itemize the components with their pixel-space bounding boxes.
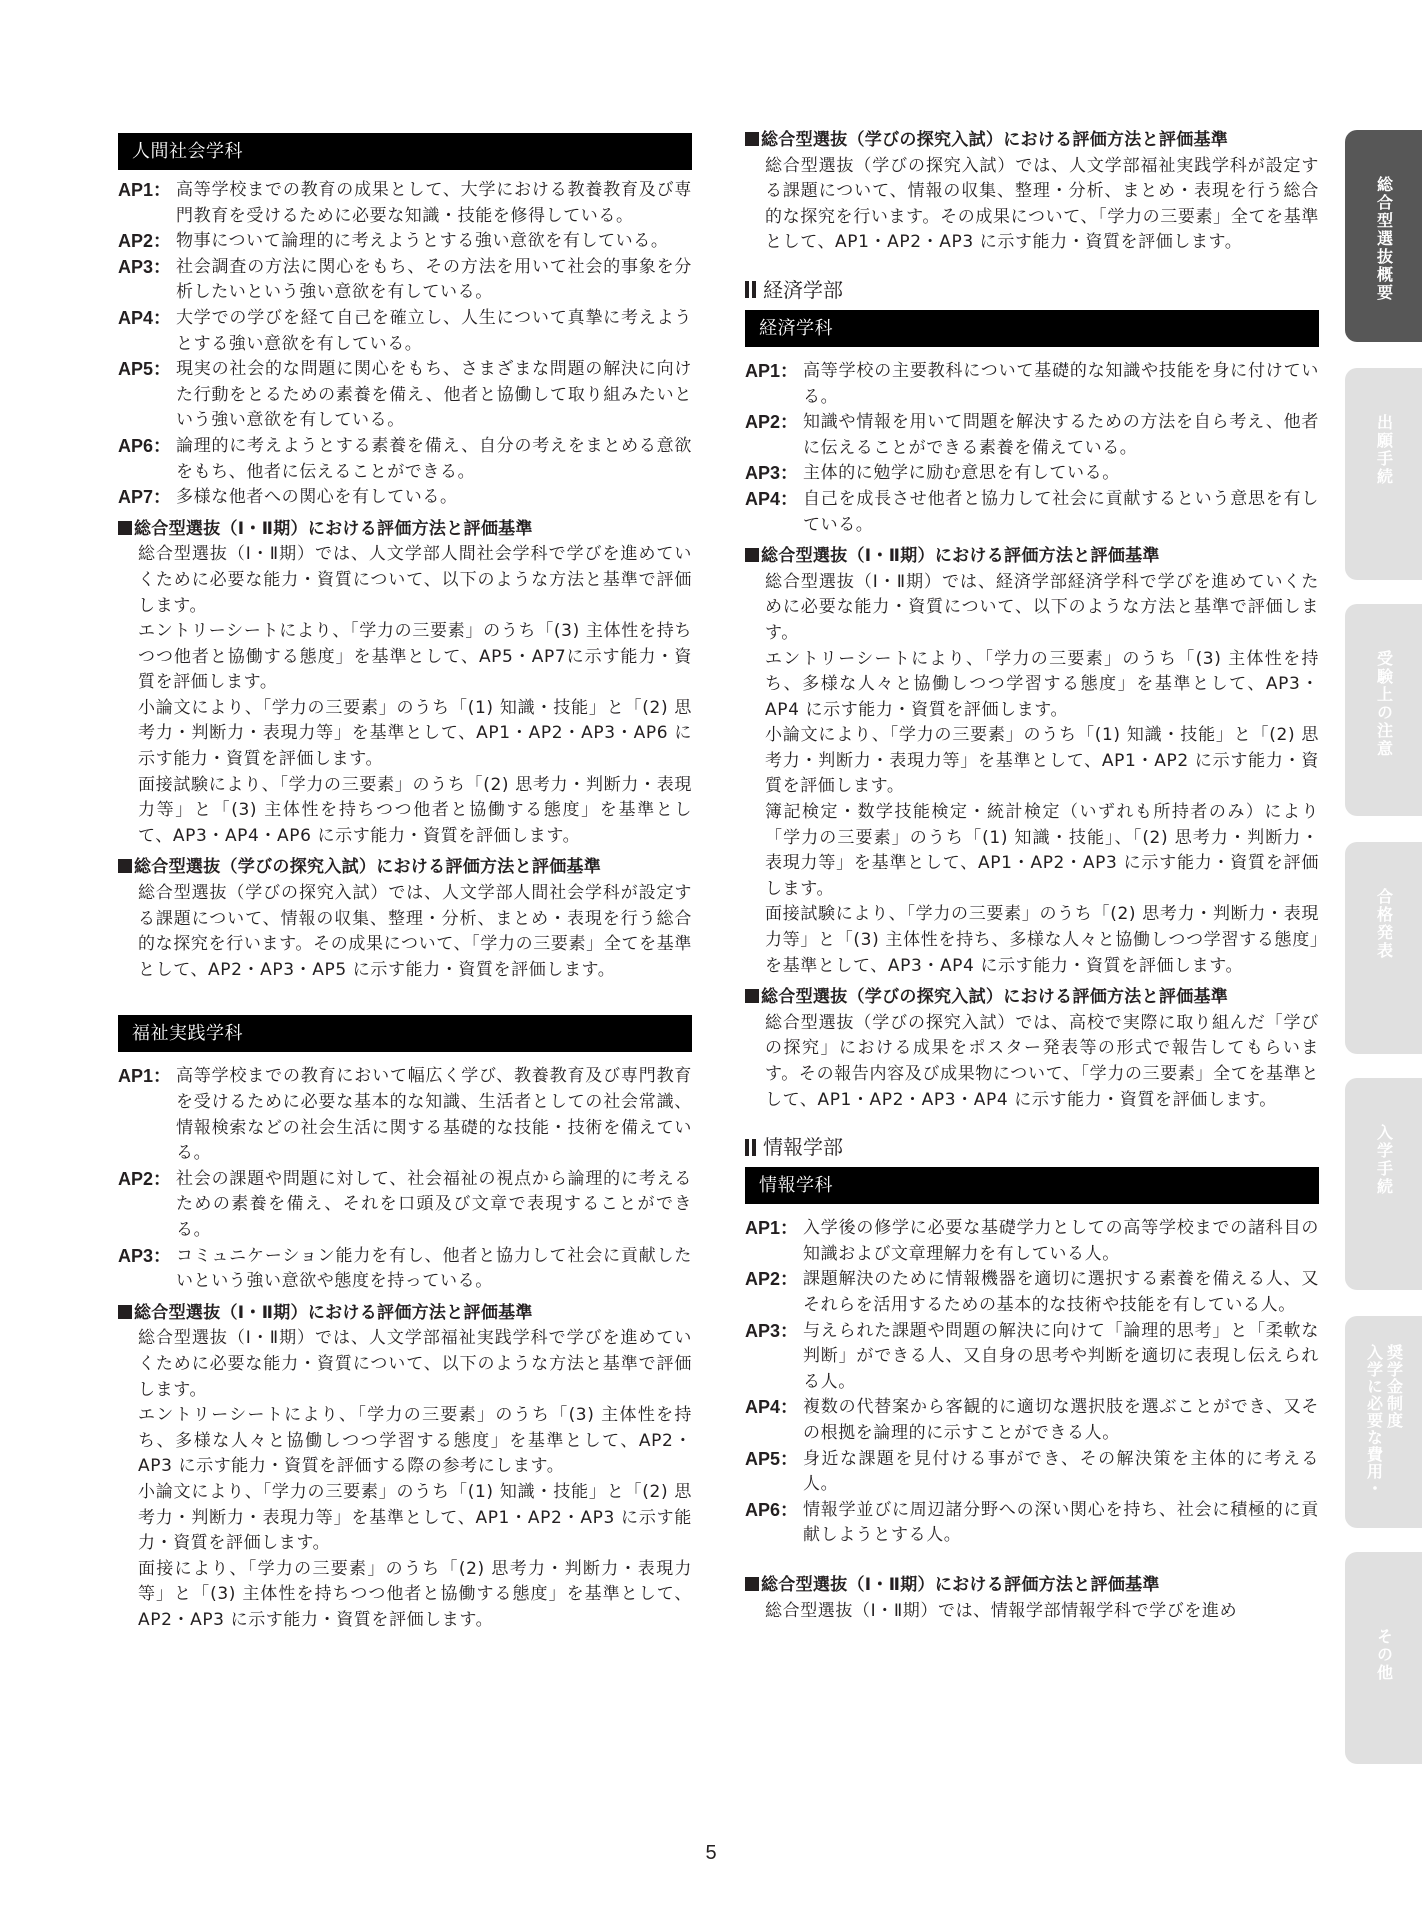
ap-text: 高等学校までの教育の成果として、大学における教養教育及び専門教育を受けるために必要な知識・技能を修得している。 — [176, 180, 692, 226]
side-tab-results[interactable] — [1345, 842, 1422, 1054]
square-bullet-icon — [745, 1577, 759, 1591]
paragraph: エントリーシートにより、「学力の三要素」のうち「(3) 主体性を持ち、多様な人々と協働しつつ学習する態度」を基準として、AP3・AP4 に示す能力・資質を評価します。 — [765, 648, 1319, 720]
ap-key: AP3： — [118, 256, 172, 277]
section-title — [745, 1573, 1319, 1599]
paragraph: エントリーシートにより、「学力の三要素」のうち「(3) 主体性を持ちつつ他者と協働する態度」を基準として、AP5・AP7に示す能力・資質を評価します。 — [138, 621, 692, 693]
section-title — [118, 517, 692, 543]
ap-text: 主体的に勉学に励む意思を有している。 — [803, 463, 1120, 484]
dept-header-ningen-shakai: 人間社会学科 — [118, 133, 692, 170]
ap-text: 複数の代替案から客観的に適切な選択肢を選ぶことができ、又その根拠を論理的に示すことができる人。 — [803, 1397, 1319, 1443]
ap-text: 情報学並びに周辺諸分野への深い関心を持ち、社会に積極的に貢献しようとする人。 — [803, 1499, 1319, 1546]
ap-key: AP2： — [118, 1168, 172, 1189]
double-bar-icon — [745, 1139, 749, 1156]
square-bullet-icon — [745, 989, 759, 1003]
ap-list-keizai — [745, 359, 1319, 538]
ap-key: AP3： — [745, 1320, 799, 1341]
ap-key: AP2： — [745, 1269, 799, 1290]
ap-text: 与えられた課題や問題の解決に向けて「論理的思考」と「柔軟な判断」ができる人、又自身の思考や判断を適切に表現し伝えられる人。 — [803, 1320, 1319, 1392]
section-title-text: 総合型選抜（学びの探究入試）における評価方法と評価基準 — [134, 857, 602, 878]
ap-item — [118, 178, 692, 229]
ap-key: AP3： — [118, 1245, 172, 1266]
ap-item — [745, 461, 1319, 487]
paragraph: エントリーシートにより、「学力の三要素」のうち「(3) 主体性を持ち、多様な人々と協働しつつ学習する態度」を基準として、AP2・AP3 に示す能力・資質を評価する際の参考にします。 — [138, 1405, 692, 1477]
side-tab-label: 総合型選抜概要 — [1374, 176, 1394, 302]
ap-key: AP6： — [745, 1499, 799, 1520]
ap-item — [745, 1498, 1319, 1549]
ap-key: AP5： — [745, 1448, 799, 1469]
side-tab-fees-scholarship[interactable] — [1345, 1316, 1422, 1528]
section-title-text: 総合型選抜（学びの探究入試）における評価方法と評価基準 — [761, 130, 1229, 150]
paragraph: 総合型選抜（学びの探究入試）では、高校で実際に取り組んだ「学びの探究」における成果をポスター発表等の形式で報告してもらいます。その報告内容及び成果物について、「学力の三要素」全てを基準として、AP1・AP2・AP3・AP4 に示す能力・資質を評価します。 — [765, 1012, 1319, 1110]
paragraph: 簿記検定・数学技能検定・統計検定（いずれも所持者のみ）により「学力の三要素」のうち「(1) 知識・技能」、「(2) 思考力・判断力・表現力等」を基準として、AP1・AP2・AP3 に示す能力・資質を評価します。 — [765, 802, 1319, 899]
section-title-text: 総合型選抜（Ⅰ・Ⅱ期）における評価方法と評価基準 — [134, 518, 533, 539]
side-index-tabs — [1345, 0, 1422, 1920]
ap-key: AP2： — [118, 231, 172, 252]
dept-header-joho: 情報学科 — [745, 1167, 1319, 1204]
ap-key: AP4： — [745, 488, 799, 509]
faculty-title: 経済学部 — [763, 277, 843, 302]
paragraph: 総合型選抜（Ⅰ・Ⅱ期）では、経済学部経済学科で学びを進めていくために必要な能力・資質について、以下のような方法と基準で評価します。 — [765, 571, 1319, 643]
side-tab-application[interactable] — [1345, 368, 1422, 580]
ap-key: AP1： — [118, 1066, 172, 1087]
ap-item — [118, 1167, 692, 1244]
paragraph: 小論文により、「学力の三要素」のうち「(1) 知識・技能」と「(2) 思考力・判断力・表現力等」を基準として、AP1・AP2・AP3・AP6 に示す能力・資質を評価します。 — [138, 697, 692, 770]
faculty-heading-economics — [745, 276, 1319, 304]
ap-item — [118, 485, 692, 511]
paragraph: 面接試験により、「学力の三要素」のうち「(2) 思考力・判断力・表現力等」と「(3) 主体性を持ちつつ他者と協働する態度」を基準として、AP3・AP4・AP6 に示す能力・資質を評価します。 — [138, 774, 692, 846]
ap-list-ningen-shakai — [118, 178, 692, 511]
ap-key: AP1： — [745, 360, 799, 381]
double-bar-icon — [745, 281, 749, 298]
side-tab-label: その他 — [1374, 1628, 1394, 1682]
ap-key: AP7： — [118, 487, 172, 508]
ap-text: 高等学校の主要教科について基礎的な知識や技能を身に付けている。 — [803, 360, 1319, 407]
ap-text: 自己を成長させ他者と協力して社会に貢献するという意思を有している。 — [803, 488, 1319, 535]
ap-text: 現実の社会的な問題に関心をもち、さまざまな問題の解決に向けた行動をとるための素養を備え、他者と協働して取り組みたいという強い意欲を有している。 — [176, 359, 692, 431]
ap-item — [745, 1267, 1319, 1318]
ap-item — [745, 1447, 1319, 1498]
section-title — [118, 1301, 692, 1327]
ap-text: 入学後の修学に必要な基礎学力としての高等学校までの諸科目の知識および文章理解力を有している人。 — [803, 1218, 1319, 1264]
ap-key: AP5： — [118, 359, 172, 380]
ap-item — [118, 1244, 692, 1295]
side-tab-overview[interactable] — [1345, 130, 1422, 342]
side-tab-label: 入学手続 — [1374, 1124, 1394, 1196]
dept-header-keizai: 経済学科 — [745, 310, 1319, 347]
ap-item — [118, 306, 692, 357]
ap-key: AP4： — [118, 307, 172, 328]
ap-item — [745, 410, 1319, 461]
ap-item — [118, 255, 692, 306]
ap-text: 大学での学びを経て自己を確立し、人生について真摯に考えようとする強い意欲を有している。 — [176, 307, 692, 354]
section-title — [118, 855, 692, 881]
ap-text: 多様な他者への関心を有している。 — [176, 487, 458, 508]
ap-text: 高等学校までの教育において幅広く学び、教養教育及び専門教育を受けるために必要な基本的な知識、生活者としての社会常識、情報検索などの社会生活に関する基礎的な技能・技術を備えている。 — [176, 1066, 692, 1164]
dept-header-fukushi-jissen: 福祉実践学科 — [118, 1015, 692, 1052]
section-title-text: 総合型選抜（Ⅰ・Ⅱ期）における評価方法と評価基準 — [761, 546, 1160, 567]
ap-key: AP1： — [118, 180, 172, 200]
ap-key: AP6： — [118, 435, 172, 456]
paragraph: 面接試験により、「学力の三要素」のうち「(2) 思考力・判断力・表現力等」と「(3) 主体性を持ち、多様な人々と協働しつつ学習する態度」を基準として、AP3・AP4 に示す能力・資質を評価します。 — [765, 904, 1319, 976]
ap-key: AP2： — [745, 412, 799, 433]
side-tab-label: 奨学金制度 — [1384, 1344, 1404, 1429]
ap-text: 身近な課題を見付ける事ができ、その解決策を主体的に考える人。 — [803, 1448, 1319, 1495]
ap-text: 論理的に考えようとする素養を備え、自分の考えをまとめる意欲をもち、他者に伝えることができる。 — [176, 435, 692, 482]
right-column — [745, 128, 1319, 1624]
section-title — [745, 128, 1319, 154]
square-bullet-icon — [118, 859, 132, 873]
paragraph: 総合型選抜（Ⅰ・Ⅱ期）では、人文学部福祉実践学科で学びを進めていくために必要な能力・資質について、以下のような方法と基準で評価します。 — [138, 1328, 692, 1400]
paragraph: 総合型選抜（学びの探究入試）では、人文学部人間社会学科が設定する課題について、情報の収集、整理・分析、まとめ・表現を行う総合的な探究を行います。その成果について、「学力の三要素」全てを基準として、AP2・AP3・AP5 に示す能力・資質を評価します。 — [138, 883, 692, 980]
ap-item — [745, 1216, 1319, 1267]
page-number: 5 — [705, 1842, 717, 1864]
ap-text: 課題解決のために情報機器を適切に選択する素養を備える人、又それらを活用するための基本的な技術や技能を有している人。 — [803, 1269, 1319, 1315]
section-title-text: 総合型選抜（学びの探究入試）における評価方法と評価基準 — [761, 987, 1229, 1008]
faculty-title: 情報学部 — [763, 1135, 843, 1160]
ap-item — [745, 487, 1319, 538]
ap-text: 社会の課題や問題に対して、社会福祉の視点から論理的に考えるための素養を備え、それを口頭及び文章で表現することができる。 — [176, 1168, 692, 1240]
side-tab-label: 出願手続 — [1374, 414, 1394, 486]
paragraph: 小論文により、「学力の三要素」のうち「(1) 知識・技能」と「(2) 思考力・判断力・表現力等」を基準として、AP1・AP2 に示す能力・資質を評価します。 — [765, 725, 1319, 797]
ap-text: 物事について論理的に考えようとする強い意欲を有している。 — [176, 231, 669, 252]
ap-item — [745, 1395, 1319, 1446]
square-bullet-icon — [745, 132, 759, 146]
section-title — [745, 544, 1319, 570]
double-bar-icon — [752, 281, 756, 298]
ap-key: AP3： — [745, 463, 799, 484]
left-column — [118, 133, 692, 1633]
side-tab-enrollment[interactable] — [1345, 1078, 1422, 1290]
square-bullet-icon — [745, 548, 759, 562]
section-title-text: 総合型選抜（Ⅰ・Ⅱ期）における評価方法と評価基準 — [134, 1302, 533, 1323]
ap-list-fukushi-jissen — [118, 1064, 692, 1294]
ap-item — [118, 1064, 692, 1166]
ap-key: AP4： — [745, 1397, 799, 1418]
ap-item — [118, 229, 692, 255]
side-tab-label: 合格発表 — [1374, 888, 1394, 960]
square-bullet-icon — [118, 521, 132, 535]
ap-item — [118, 434, 692, 485]
ap-text: 知識や情報を用いて問題を解決するための方法を自ら考え、他者に伝えることができる素養を備えている。 — [803, 412, 1319, 458]
ap-item — [745, 1319, 1319, 1396]
side-tab-label: 受験上の注意 — [1374, 650, 1394, 758]
ap-list-joho — [745, 1216, 1319, 1549]
paragraph: 小論文により、「学力の三要素」のうち「(1) 知識・技能」と「(2) 思考力・判断力・表現力等」を基準として、AP1・AP2・AP3 に示す能力・資質を評価します。 — [138, 1481, 692, 1554]
double-bar-icon — [752, 1139, 756, 1156]
paragraph: 総合型選抜（学びの探究入試）では、人文学部福祉実践学科が設定する課題について、情報の収集、整理・分析、まとめ・表現を行う総合的な探究を行います。その成果について、「学力の三要素」全てを基準として、AP1・AP2・AP3 に示す能力・資質を評価します。 — [765, 155, 1319, 253]
spacer — [118, 983, 692, 1015]
ap-text: コミュニケーション能力を有し、他者と協力して社会に貢献したいという強い意欲や態度を持っている。 — [176, 1245, 692, 1292]
section-title — [745, 985, 1319, 1011]
section-title-text: 総合型選抜（Ⅰ・Ⅱ期）における評価方法と評価基準 — [761, 1574, 1160, 1595]
paragraph: 総合型選抜（Ⅰ・Ⅱ期）では、人文学部人間社会学科で学びを進めていくために必要な能力・資質について、以下のような方法と基準で評価します。 — [138, 544, 692, 616]
paragraph: 総合型選抜（Ⅰ・Ⅱ期）では、情報学部情報学科で学びを進め — [765, 1600, 1238, 1621]
side-tab-other[interactable] — [1345, 1552, 1422, 1764]
ap-item — [118, 357, 692, 434]
faculty-heading-informatics — [745, 1133, 1319, 1161]
paragraph: 面接により、「学力の三要素」のうち「(2) 思考力・判断力・表現力等」と「(3) 主体性を持ちつつ他者と協働する態度」を基準として、AP2・AP3 に示す能力・資質を評価します。 — [138, 1558, 692, 1630]
ap-key: AP1： — [745, 1218, 799, 1239]
side-tab-label: 入学に必要な費用・ — [1364, 1344, 1384, 1497]
square-bullet-icon — [118, 1305, 132, 1319]
ap-item — [745, 359, 1319, 410]
ap-text: 社会調査の方法に関心をもち、その方法を用いて社会的事象を分析したいという強い意欲を有している。 — [176, 256, 692, 303]
side-tab-exam-notes[interactable] — [1345, 604, 1422, 816]
